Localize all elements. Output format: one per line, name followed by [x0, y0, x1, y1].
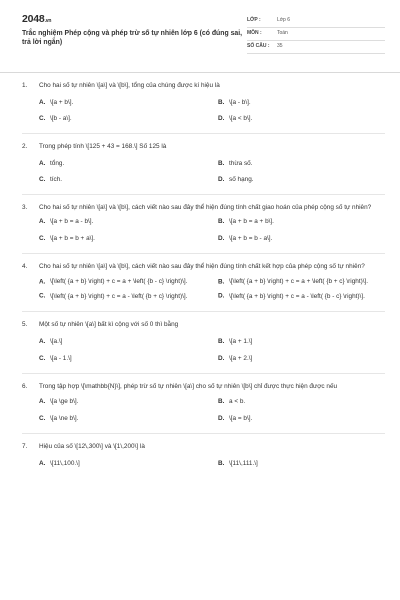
option-letter: B. — [218, 159, 225, 167]
meta-row-class — [247, 15, 385, 28]
option-letter: A. — [39, 398, 46, 406]
question-number: 3. — [22, 203, 28, 211]
option-letter: B. — [218, 398, 225, 406]
options-grid — [22, 338, 385, 363]
question-list — [22, 82, 385, 469]
option-text: \[a = b\]. — [229, 414, 253, 422]
option-letter: D. — [218, 235, 225, 243]
answer-option[interactable] — [218, 293, 385, 302]
option-text: \[\left( {a + b} \right) + c = a - \left( {b - c} \right)\]. — [229, 293, 365, 301]
options-grid — [22, 160, 385, 185]
answer-option[interactable] — [218, 235, 385, 244]
option-text: \[a + b = a - b\]. — [50, 218, 94, 226]
option-letter: C. — [39, 293, 46, 301]
answer-option[interactable] — [39, 218, 206, 227]
header-divider — [0, 72, 400, 73]
question-number: 5. — [22, 320, 28, 328]
question-item — [22, 194, 385, 253]
answer-option[interactable] — [39, 338, 206, 347]
answer-option[interactable] — [218, 278, 385, 287]
option-letter: C. — [39, 176, 46, 184]
question-item — [22, 433, 385, 469]
meta-label: LỚP : — [247, 17, 261, 23]
answer-option[interactable] — [39, 176, 206, 185]
answer-option[interactable] — [218, 338, 385, 347]
options-grid — [22, 398, 385, 423]
option-text: \[a + b = b - a\]. — [229, 235, 273, 243]
question-stem: Trong tập hợp \[\mathbb{N}\], phép trừ số tự nhiên \[a\] cho số tự nhiên \[b\] chỉ được thực hiện được nếu — [39, 382, 338, 390]
answer-option[interactable] — [39, 460, 206, 469]
option-letter: A. — [39, 218, 46, 226]
answer-option[interactable] — [218, 160, 385, 169]
logo-main: 2048 — [22, 13, 45, 25]
answer-option[interactable] — [218, 460, 385, 469]
answer-option[interactable] — [218, 99, 385, 108]
option-text: số hạng. — [229, 176, 254, 184]
options-grid — [22, 460, 385, 469]
option-letter: A. — [39, 159, 46, 167]
option-letter: A. — [39, 460, 46, 468]
question-text — [22, 321, 385, 330]
meta-row-subject — [247, 28, 385, 41]
option-text: \[\left( {a + b} \right) + c = a - \left( {b + c} \right)\]. — [50, 293, 188, 301]
answer-option[interactable] — [39, 415, 206, 424]
question-stem: Trong phép tính \[125 + 43 = 168.\] Số 125 là — [39, 142, 167, 150]
option-text: \[\left( {a + b} \right) + c = a + \left( {b + c} \right)\]. — [229, 278, 369, 286]
question-number: 7. — [22, 442, 28, 450]
answer-option[interactable] — [218, 176, 385, 185]
header-left — [22, 12, 247, 48]
option-letter: D. — [218, 293, 225, 301]
option-letter: A. — [39, 278, 46, 286]
question-text — [22, 82, 385, 91]
logo-suffix: .vn — [44, 18, 52, 24]
question-number: 1. — [22, 82, 28, 89]
option-letter: C. — [39, 115, 46, 123]
option-letter: D. — [218, 115, 225, 123]
answer-option[interactable] — [39, 355, 206, 364]
meta-label: SỐ CÂU : — [247, 43, 270, 49]
worksheet-title: Trắc nghiệm Phép cộng và phép trừ số tự nhiên lớp 6 (có đúng sai, trả lời ngắn) — [22, 30, 243, 47]
options-grid — [22, 218, 385, 243]
worksheet-header — [22, 12, 385, 62]
option-letter: D. — [218, 354, 225, 362]
option-text: thừa số. — [229, 159, 253, 167]
meta-label: MÔN : — [247, 30, 262, 36]
option-letter: A. — [39, 98, 46, 106]
answer-option[interactable] — [218, 355, 385, 364]
option-letter: C. — [39, 354, 46, 362]
answer-option[interactable] — [218, 398, 385, 407]
option-text: \[a \ge b\]. — [50, 398, 79, 406]
answer-option[interactable] — [39, 398, 206, 407]
option-text: tổng. — [50, 159, 65, 167]
option-text: \[a + b = b + a\]. — [50, 235, 95, 243]
question-number: 4. — [22, 262, 28, 270]
answer-option[interactable] — [39, 278, 206, 287]
option-text: a < b. — [229, 398, 246, 406]
answer-option[interactable] — [39, 160, 206, 169]
option-letter: B. — [218, 338, 225, 346]
meta-table — [247, 15, 385, 54]
option-letter: D. — [218, 414, 225, 422]
option-text: \[\left( {a + b} \right) + c = a + \left( {b - c} \right)\]. — [50, 278, 188, 286]
question-item — [22, 373, 385, 433]
option-text: \[a \ne b\]. — [50, 414, 79, 422]
answer-option[interactable] — [39, 293, 206, 302]
meta-row-count — [247, 41, 385, 54]
question-text — [22, 143, 385, 152]
option-letter: D. — [218, 176, 225, 184]
meta-value: Lớp 6 — [277, 17, 291, 23]
answer-option[interactable] — [39, 115, 206, 124]
answer-option[interactable] — [39, 235, 206, 244]
options-grid — [22, 99, 385, 124]
question-item — [22, 311, 385, 373]
answer-option[interactable] — [218, 415, 385, 424]
question-text — [22, 443, 385, 452]
question-number: 6. — [22, 382, 28, 390]
question-stem: Một số tự nhiên \[a\] bất kì cộng với số 0 thì bằng — [39, 320, 179, 328]
question-item — [22, 253, 385, 311]
question-number: 2. — [22, 142, 28, 150]
option-text: \[a < b\]. — [229, 115, 253, 123]
option-text: \[a + 2.\] — [229, 354, 253, 362]
option-text: \[a - 1.\] — [50, 354, 72, 362]
option-letter: A. — [39, 338, 46, 346]
question-stem: Cho hai số tự nhiên \[a\] và \[b\], tổng của chúng được kí hiệu là — [39, 82, 220, 89]
answer-option[interactable] — [218, 115, 385, 124]
options-grid — [22, 278, 385, 301]
option-text: \[a - b\]. — [229, 98, 251, 106]
option-text: \[a + 1.\] — [229, 338, 253, 346]
answer-option[interactable] — [39, 99, 206, 108]
option-text: \[a + b = a + b\]. — [229, 218, 274, 226]
answer-option[interactable] — [218, 218, 385, 227]
option-letter: B. — [218, 98, 225, 106]
option-text: tích. — [50, 176, 63, 184]
option-letter: C. — [39, 235, 46, 243]
question-text — [22, 204, 385, 213]
question-stem: Cho hai số tự nhiên \[a\] và \[b\], cách viết nào sau đây thể hiện đúng tính chất giao hoán của phép cộng số tự nhiên? — [39, 203, 372, 211]
option-letter: B. — [218, 218, 225, 226]
option-letter: B. — [218, 460, 225, 468]
question-stem: Cho hai số tự nhiên \[a\] và \[b\], cách viết nào sau đây thể hiện đúng tính chất kết hợp của phép cộng số tự nhiên? — [39, 262, 365, 270]
site-logo[interactable] — [22, 12, 247, 26]
option-text: \[11\,111.\] — [229, 460, 258, 468]
question-text — [22, 383, 385, 392]
question-item — [22, 82, 385, 133]
option-letter: B. — [218, 278, 225, 286]
option-text: \[a + b\]. — [50, 98, 74, 106]
question-item — [22, 133, 385, 194]
meta-value: 35 — [277, 43, 283, 49]
meta-value: Toán — [277, 30, 288, 36]
option-letter: C. — [39, 414, 46, 422]
option-text: \[a.\] — [50, 338, 63, 346]
option-text: \[b - a\]. — [50, 115, 72, 123]
option-text: \[11\,100.\] — [50, 460, 80, 468]
question-stem: Hiệu của số \[12\,300\] và \[1\,200\] là — [39, 442, 145, 450]
question-text — [22, 263, 385, 272]
